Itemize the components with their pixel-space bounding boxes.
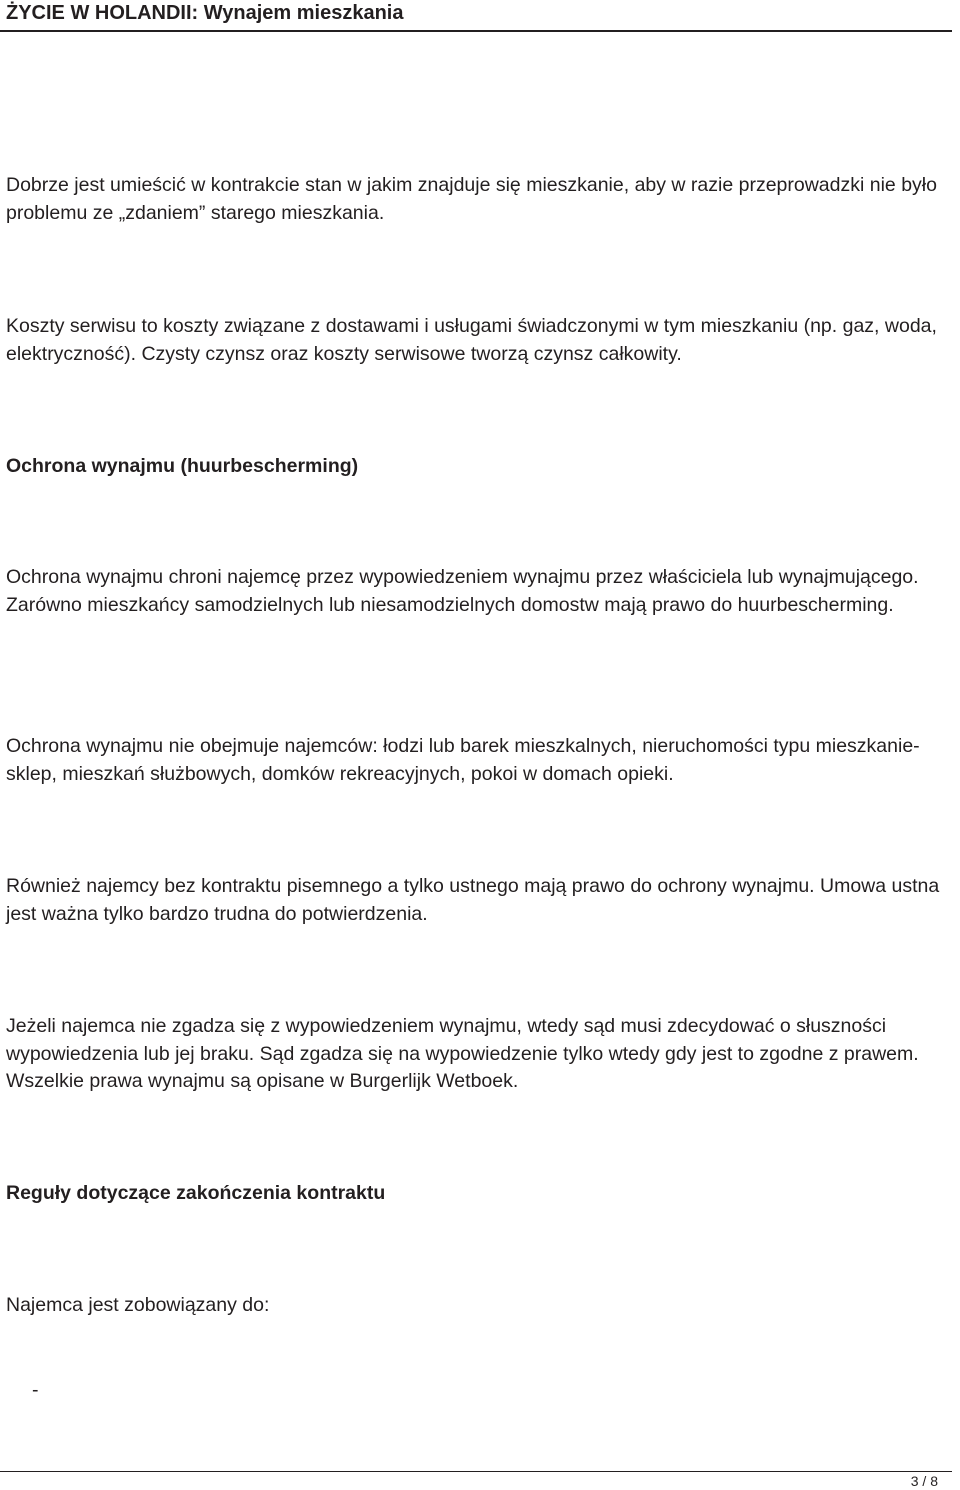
page-number: 3 / 8 [910, 1473, 938, 1489]
section-heading-contract-termination: Reguły dotyczące zakończenia kontraktu [6, 1182, 386, 1204]
paragraph-contract-condition: Dobrze jest umieścić w kontrakcie stan w jakim znajduje się mieszkanie, aby w razie przeprowadzki nie było problemu ze „zdaniem” starego mieszkania. [6, 174, 937, 224]
list-item-marker: - [32, 1379, 39, 1401]
paragraph-rent-protection-exclusions: Ochrona wynajmu nie obejmuje najemców: łodzi lub barek mieszkalnych, nieruchomości typu mieszkanie-sklep, mieszkań służbowych, domków rekreacyjnych, pokoi w domach opieki. [6, 735, 920, 785]
section-heading-rent-protection: Ochrona wynajmu (huurbescherming) [6, 455, 359, 477]
paragraph-court-decision: Jeżeli najemca nie zgadza się z wypowiedzeniem wynajmu, wtedy sąd musi zdecydować o słuszności wypowiedzenia lub jej braku. Sąd zgadza się na wypowiedzenie tylko wtedy gdy jest to zgodne z prawem. Wszelkie prawa wynajmu są opisane w Burgerlijk Wetboek. [6, 1015, 919, 1092]
footer-divider [0, 1471, 952, 1472]
paragraph-service-costs: Koszty serwisu to koszty związane z dostawami i usługami świadczonymi w tym mieszkaniu (np. gaz, woda, elektryczność). Czysty czynsz oraz koszty serwisowe tworzą czynsz całkowity. [6, 315, 937, 365]
paragraph-tenant-obligations: Najemca jest zobowiązany do: [6, 1294, 270, 1316]
paragraph-rent-protection-scope: Ochrona wynajmu chroni najemcę przez wypowiedzeniem wynajmu przez właściciela lub wynajmującego. Zarówno mieszkańcy samodzielnych lub niesamodzielnych domostw mają prawo do huurbescherming. [6, 566, 919, 616]
paragraph-oral-contract: Również najemcy bez kontraktu pisemnego a tylko ustnego mają prawo do ochrony wynajmu. Umowa ustna jest ważna tylko bardzo trudna do potwierdzenia. [6, 875, 940, 925]
document-title: ŻYCIE W HOLANDII: Wynajem mieszkania [6, 2, 404, 24]
header-divider [0, 30, 952, 32]
